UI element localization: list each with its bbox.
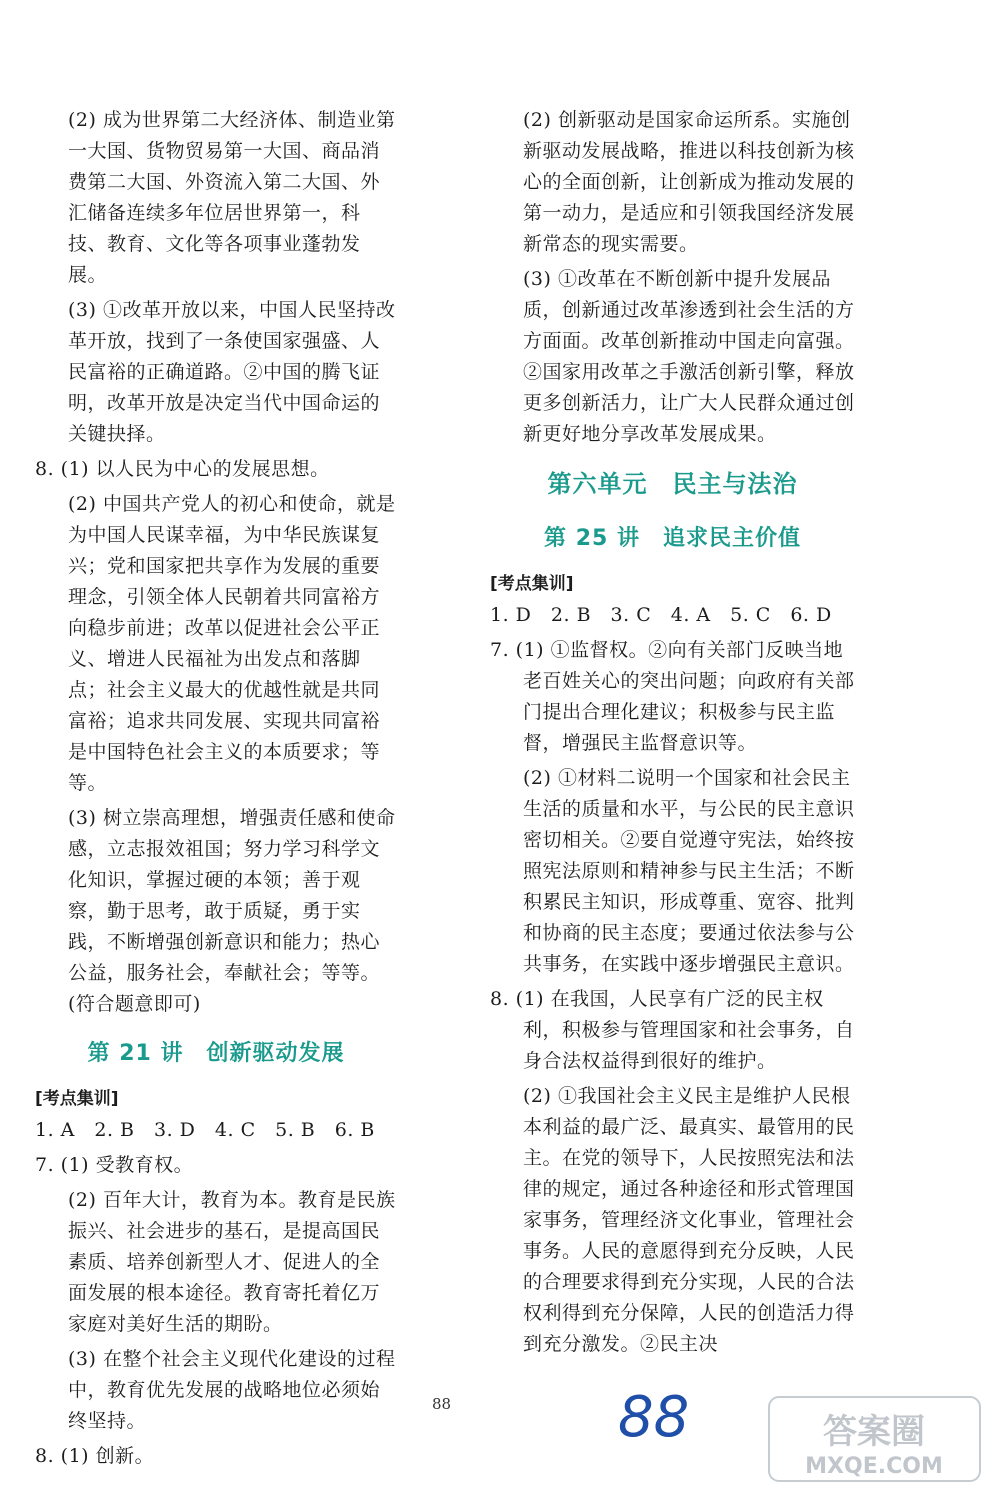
answer-text: (3) ①改革在不断创新中提升发展品质，创新通过改革渗透到社会生活的方方面面。改革创新推动中国走向富强。②国家用改革之手激活创新引擎，释放更多创新活力，让广大人民群众通过创新更好地分享改革发展成果。: [523, 268, 855, 445]
right-column: [490, 105, 855, 1364]
answer-text: (2) 中国共产党人的初心和使命，就是为中国人民谋幸福，为中华民族谋复兴；党和国家把共享作为发展的重要理念，引领全体人民朝着共同富裕方向稳步前进；改革以促进社会公平正义、增进人民福祉为出发点和落脚点；社会主义最大的优越性就是共同富裕；追求共同发展、实现共同富裕是中国特色社会主义的本质要求；等等。: [68, 493, 396, 794]
lecture-heading: 第 21 讲 创新驱动发展: [87, 1041, 345, 1066]
unit-heading: 第六单元 民主与法治: [547, 470, 798, 498]
answer-key-line: 1. A 2. B 3. D 4. C 5. B 6. B: [35, 1119, 375, 1141]
watermark-logo-icon: [767, 1395, 982, 1483]
answer-text: (3) 在整个社会主义现代化建设的过程中，教育优先发展的战略地位必须始终坚持。: [68, 1348, 396, 1432]
svg-text:MXQE.COM: MXQE.COM: [805, 1454, 943, 1479]
answer-text: 7. (1) ①监督权。②向有关部门反映当地老百姓关心的突出问题；向政府有关部门提出合理化建议；积极参与民主监督，增强民主监督意识等。: [490, 639, 855, 754]
answer-text: (2) 百年大计，教育为本。教育是民族振兴、社会进步的基石，是提高国民素质、培养创新型人才、促进人的全面发展的根本途径。教育寄托着亿万家庭对美好生活的期盼。: [68, 1189, 396, 1335]
answer-text: (2) ①我国社会主义民主是维护人民根本利益的最广泛、最真实、最管用的民主。在党的领导下，人民按照宪法和法律的规定，通过各种途径和形式管理国家事务，管理经济文化事业，管理社会事务。人民的意愿得到充分反映，人民的合理要求得到充分实现，人民的合法权利得到充分保障，人民的创造活力得到充分激发。②民主决: [523, 1085, 855, 1355]
answer-text: (2) 成为世界第二大经济体、制造业第一大国、货物贸易第一大国、商品消费第二大国、外资流入第二大国、外汇储备连续多年位居世界第一，科技、教育、文化等各项事业蓬勃发展。: [68, 109, 396, 286]
answer-text: 8. (1) 创新。: [35, 1445, 155, 1467]
answer-key-line: 1. D 2. B 3. C 4. A 5. C 6. D: [490, 604, 832, 626]
lecture-heading: 第 25 讲 追求民主价值: [544, 526, 801, 551]
handwritten-page-number: 88: [618, 1385, 690, 1450]
answer-text: (2) ①材料二说明一个国家和社会民主生活的质量和水平，与公民的民主意识密切相关。②要自觉遵守宪法，始终按照宪法原则和精神参与民主生活；不断积累民主知识，形成尊重、宽容、批判和协商的民主态度；要通过依法参与公共事务，在实践中逐步增强民主意识。: [523, 767, 855, 975]
section-tag: [考点集训]: [490, 574, 574, 594]
page-number: 88: [432, 1395, 452, 1413]
section-tag: [考点集训]: [35, 1089, 119, 1109]
watermark-logo: [767, 1395, 982, 1483]
answer-text: 8. (1) 在我国，人民享有广泛的民主权利，积极参与管理国家和社会事务，自身合法权益得到很好的维护。: [490, 988, 855, 1072]
answer-text: (2) 创新驱动是国家命运所系。实施创新驱动发展战略，推进以科技创新为核心的全面创新，让创新成为推动发展的第一动力，是适应和引领我国经济发展新常态的现实需要。: [523, 109, 855, 255]
left-column: [35, 105, 397, 1476]
answer-text: 7. (1) 受教育权。: [35, 1154, 194, 1176]
answer-text: 8. (1) 以人民为中心的发展思想。: [35, 458, 330, 480]
answer-text: (3) 树立崇高理想，增强责任感和使命感，立志报效祖国；努力学习科学文化知识，掌握过硬的本领；善于观察，勤于思考，敢于质疑，勇于实践，不断增强创新意识和能力；热心公益，服务社会，奉献社会；等等。(符合题意即可): [68, 807, 396, 1015]
svg-text:答案圈: 答案圈: [823, 1412, 925, 1452]
answer-text: (3) ①改革开放以来，中国人民坚持改革开放，找到了一条使国家强盛、人民富裕的正确道路。②中国的腾飞证明，改革开放是决定当代中国命运的关键抉择。: [68, 299, 396, 445]
